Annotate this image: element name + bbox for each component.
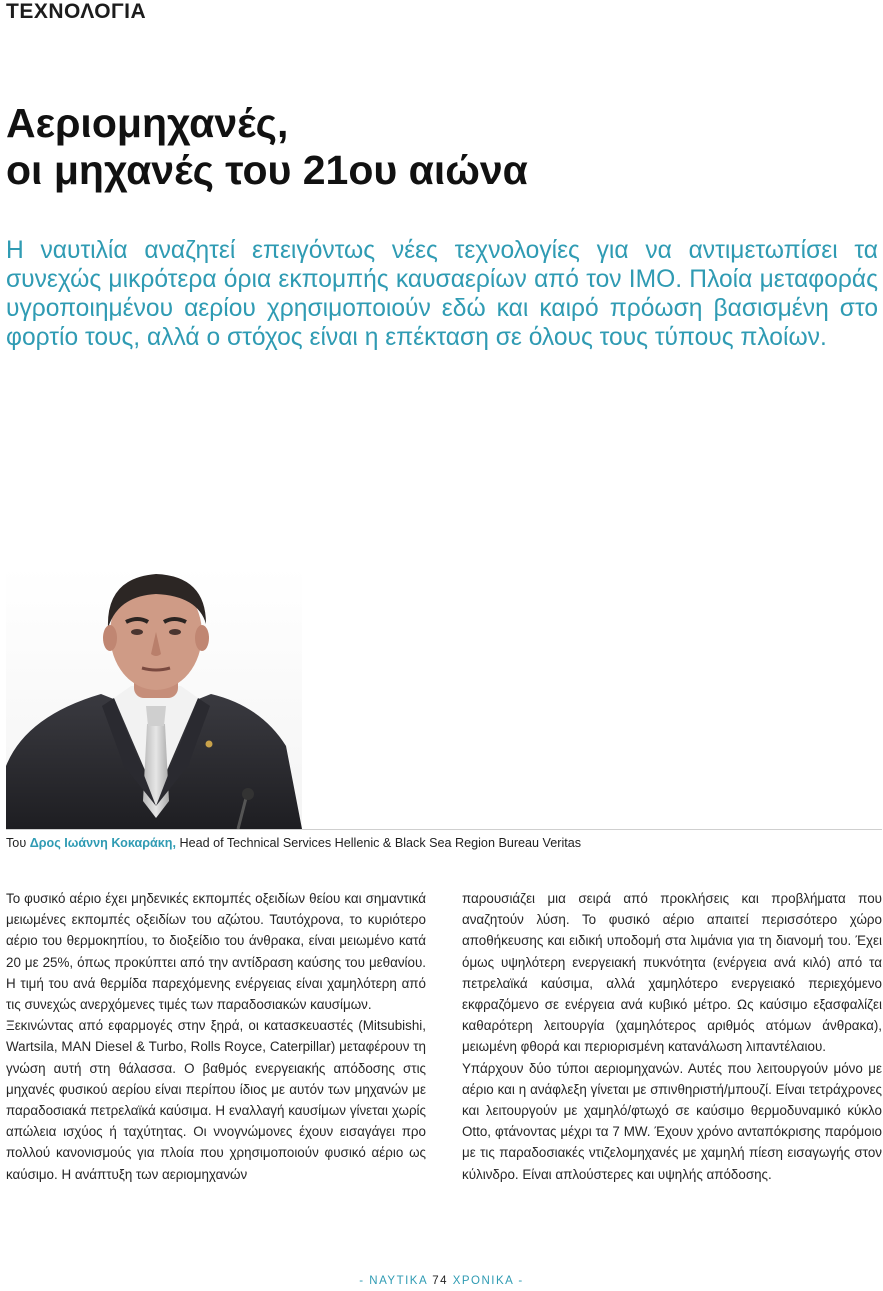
- page-footer: [0, 1275, 883, 1287]
- article-headline: [6, 100, 876, 194]
- author-name: Δρος Ιωάννη Κοκαράκη,: [29, 836, 176, 850]
- footer-publication-left: - ΝΑΥΤΙΚΑ: [359, 1275, 428, 1287]
- section-label: ΤΕΧΝΟΛΟΓΙΑ: [6, 0, 147, 23]
- body-column-left: [6, 888, 426, 1185]
- headline-line-1: Αεριομηχανές,: [6, 100, 289, 146]
- body-paragraph: Το φυσικό αέριο έχει μηδενικές εκπομπές οξειδίων θείου και σημαντικά μειωμένες εκπομπές οξειδίων του αζώτου. Ταυτόχρονα, το κυριότερο αέριο του θερμοκηπίου, το διοξείδιο του άνθρακα, είναι μειωμένο κατά 20 με 25%, όπως προκύπτει από την αντίδραση καύσης του μεθανίου. Η τιμή του ανά θερμίδα παρεχόμενης ενέργειας είναι χαμηλότερη από τις συνεχώς ανερχόμενες τιμές των παραδοσιακών καυσίμων.: [6, 891, 426, 1013]
- author-photo: [6, 566, 302, 829]
- author-role: Head of Technical Services Hellenic & Black Sea Region Bureau Veritas: [179, 836, 582, 850]
- caption-prefix: Του: [6, 836, 27, 850]
- footer-publication-right: ΧΡΟΝΙΚΑ -: [452, 1275, 524, 1287]
- body-paragraph: παρουσιάζει μια σειρά από προκλήσεις και προβλήματα που αναζητούν λύση. Το φυσικό αέριο απαιτεί περισσότερο χώρο αποθήκευσης και ειδική υποδομή στα λιμάνια για τη διανομή του. Έχει όμως υψηλότερη ενεργειακή πυκνότητα (ενέργεια ανά κιλό) από τα πετρελαϊκά καύσιμα, αλλά χαμηλότερο ενεργειακό περιεχόμενο εκφραζόμενο σε ενέργεια ανά κυβικό μέτρο. Ως καύσιμο εξασφαλίζει καθαρότερη λειτουργία (χαμηλότερος αριθμός ατόμων άνθρακα), μειωμένη φθορά και περιορισμένη κατανάλωση λιπαντέλαιου.: [462, 891, 882, 1055]
- page-number: 74: [432, 1275, 448, 1287]
- headline-line-2: οι μηχανές του 21ου αιώνα: [6, 147, 528, 193]
- standfirst: Η ναυτιλία αναζητεί επειγόντως νέες τεχνολογίες για να αντιμετωπίσει τα συνεχώς μικρότερα όρια εκπομπής καυσαερίων από τον IMO. Πλοία μεταφοράς υγροποιημένου αερίου χρησιμοποιούν εδώ και καιρό πρόωση βασισμένη στο φορτίο τους, αλλά ο στόχος είναι η επέκταση σε όλους τους τύπους πλοίων.: [6, 237, 878, 351]
- body-paragraph: Ξεκινώντας από εφαρμογές στην ξηρά, οι κατασκευαστές (Mitsubishi, Wartsila, MAN Diesel & Turbo, Rolls Royce, Caterpillar) μεταφέρουν τη γνώση αυτή στη θάλασσα. Ο βαθμός ενεργειακής απόδοσης στις μηχανές φυσικού αερίου είναι περίπου ίδιος με αυτόν των μηχανών με παραδοσιακά πετρελαϊκά καύσιμα. Η εναλλαγή καυσίμων γίνεται χωρίς απώλεια ισχύος ή ταχύτητας. Οι ννογνώμονες έχουν εισαγάγει προ πολλού κανονισμούς για πλοία που χρησιμοποιούν φυσικό αέριο ως καύσιμο. Η ανάπτυξη των αεριομηχανών: [6, 1018, 426, 1182]
- caption-divider: [6, 829, 882, 830]
- author-caption: [6, 836, 581, 850]
- body-paragraph: Υπάρχουν δύο τύποι αεριομηχανών. Αυτές που λειτουργούν μόνο με αέριο και η ανάφλεξη γίνεται με σπινθηριστή/μπουζί. Είναι τετράχρονες και λειτουργούν με χαμηλό/φτωχό σε καύσιμο θερμοδυναμικό κύκλο Otto, φτάνοντας μέχρι τα 7 MW. Έχουν χρόνο ανταπόκρισης παρόμοιο με τις παραδοσιακές ντιζελομηχανές με χαμηλή πίεση εισαγωγής στον κύλινδρο. Είναι απλούστερες και υψηλής απόδοσης.: [462, 1060, 882, 1182]
- body-column-right: [462, 888, 882, 1185]
